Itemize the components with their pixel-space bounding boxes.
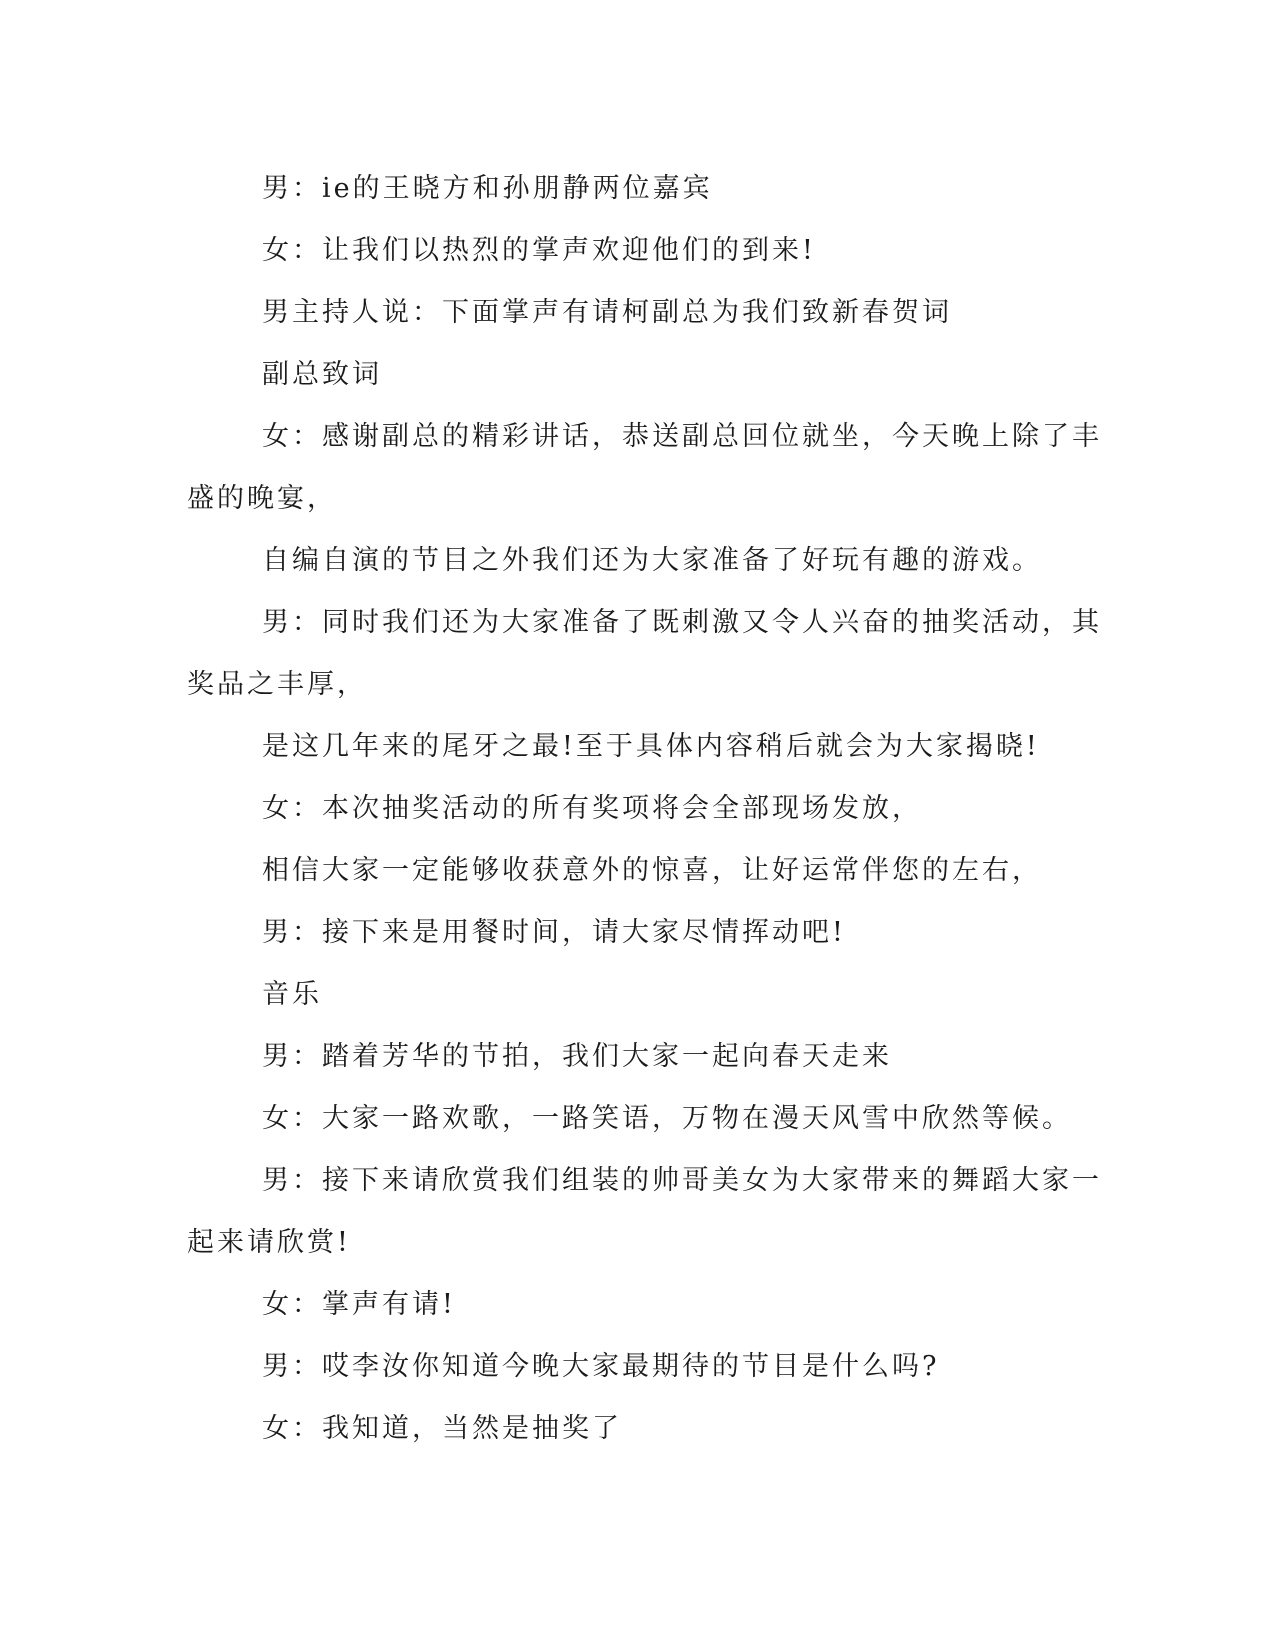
paragraph-continuation: 奖品之丰厚， — [187, 669, 367, 700]
paragraph-line: 男：同时我们还为大家准备了既刺激又令人兴奋的抽奖活动，其 — [262, 607, 1102, 638]
paragraph-line: 自编自演的节目之外我们还为大家准备了好玩有趣的游戏。 — [262, 545, 1042, 576]
paragraph-continuation: 起来请欣赏! — [187, 1227, 351, 1258]
paragraph-line: 音乐 — [262, 979, 322, 1010]
paragraph-line: 女：我知道，当然是抽奖了 — [262, 1413, 622, 1444]
paragraph-line: 女：感谢副总的精彩讲话，恭送副总回位就坐，今天晚上除了丰 — [262, 421, 1102, 452]
paragraph-continuation: 盛的晚宴， — [187, 483, 337, 514]
paragraph-line: 男：哎李汝你知道今晚大家最期待的节目是什么吗? — [262, 1351, 940, 1382]
paragraph-line: 副总致词 — [262, 359, 382, 390]
paragraph-line: 男：接下来请欣赏我们组装的帅哥美女为大家带来的舞蹈大家一 — [262, 1165, 1102, 1196]
paragraph-line: 女：掌声有请! — [262, 1289, 456, 1320]
paragraph-line: 男主持人说：下面掌声有请柯副总为我们致新春贺词 — [262, 297, 952, 328]
paragraph-line: 男：接下来是用餐时间，请大家尽情挥动吧! — [262, 917, 846, 948]
paragraph-line: 女：大家一路欢歌，一路笑语，万物在漫天风雪中欣然等候。 — [262, 1103, 1072, 1134]
paragraph-line: 女：让我们以热烈的掌声欢迎他们的到来! — [262, 235, 816, 266]
document-body — [187, 158, 1102, 1460]
paragraph-line: 是这几年来的尾牙之最!至于具体内容稍后就会为大家揭晓! — [262, 731, 1040, 762]
paragraph-line: 男：ie的王晓方和孙朋静两位嘉宾 — [262, 173, 713, 204]
paragraph-line: 男：踏着芳华的节拍，我们大家一起向春天走来 — [262, 1041, 892, 1072]
paragraph-line: 女：本次抽奖活动的所有奖项将会全部现场发放， — [262, 793, 922, 824]
paragraph-line: 相信大家一定能够收获意外的惊喜，让好运常伴您的左右， — [262, 855, 1042, 886]
